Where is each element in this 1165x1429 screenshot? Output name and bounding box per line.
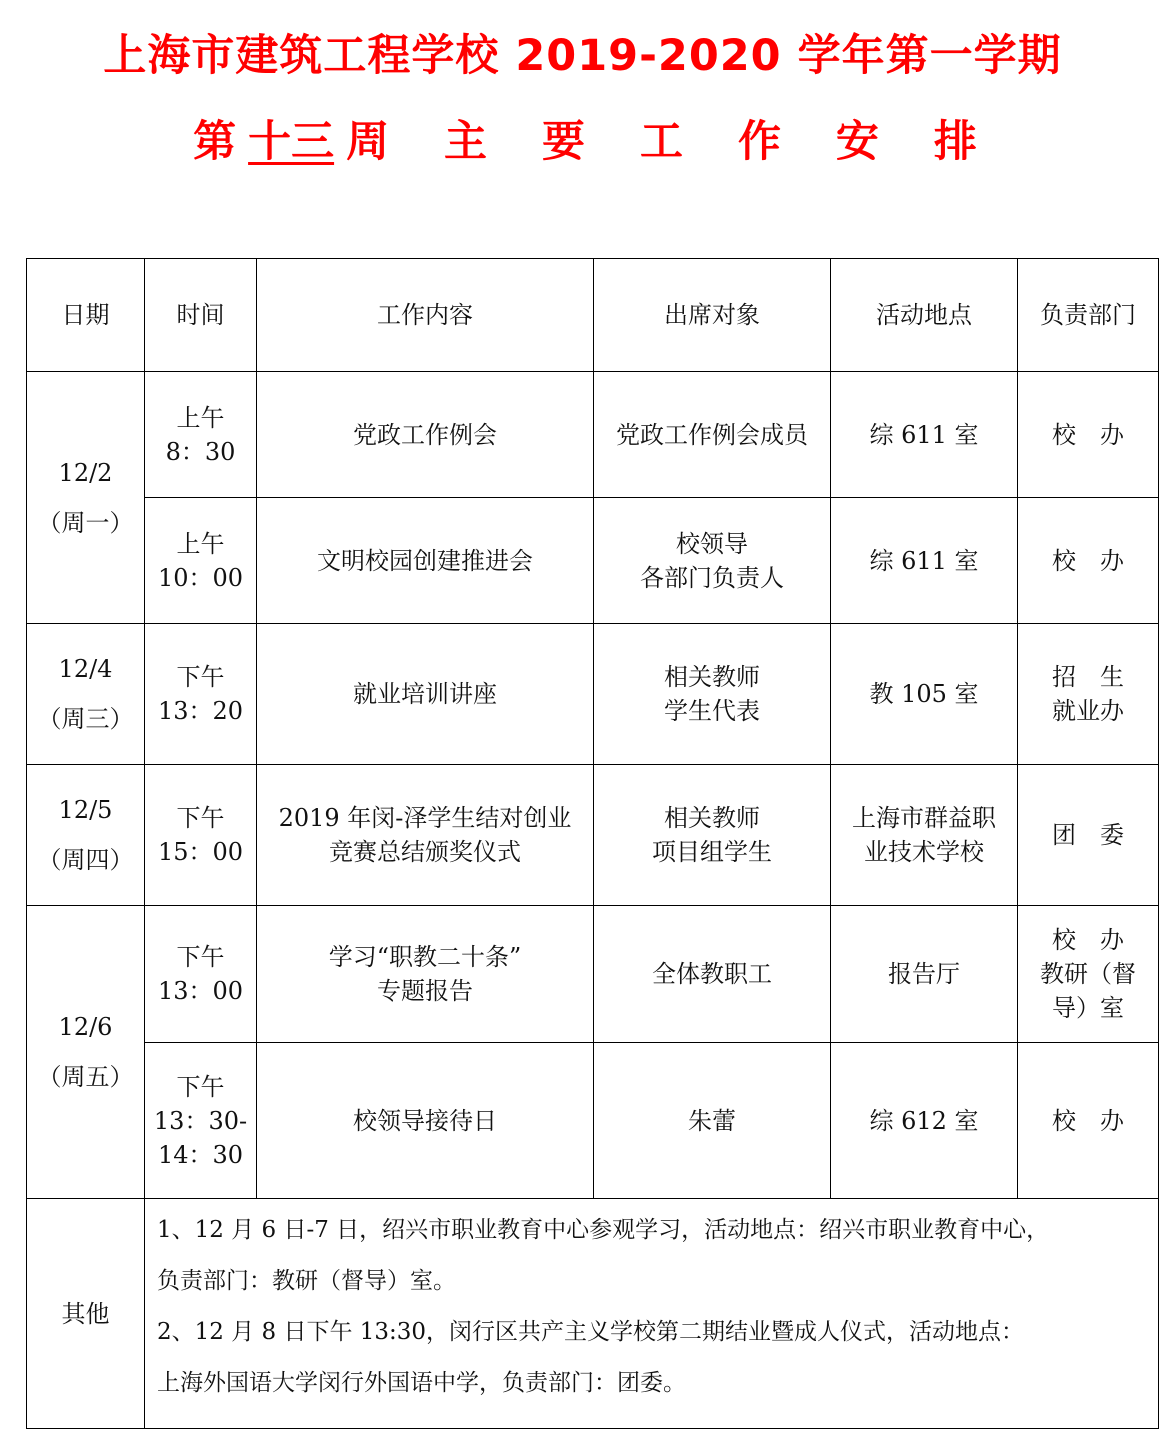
attendees-cell	[594, 624, 831, 765]
date-cell	[27, 765, 145, 906]
attendees-cell	[594, 906, 831, 1043]
time-text: 13：00	[157, 977, 244, 1005]
attendees-cell	[594, 1043, 831, 1199]
weekday-text: （周一）	[37, 508, 134, 537]
time-text: 上午	[176, 403, 225, 432]
other-label: 其他	[27, 1199, 145, 1429]
time-text: 15：00	[157, 838, 244, 866]
time-text: 下午	[176, 804, 225, 832]
time-cell	[145, 372, 257, 498]
department-text: 校 办	[1052, 926, 1124, 954]
attendees-cell	[594, 765, 831, 906]
subtitle-prefix: 第	[193, 117, 237, 167]
time-text: 下午	[176, 663, 225, 691]
week-number: 十三	[248, 117, 335, 167]
location-cell	[831, 1043, 1018, 1199]
department-text: 导）室	[1052, 994, 1124, 1022]
department-text: 教研（督	[1040, 960, 1136, 988]
other-row	[27, 1199, 1159, 1429]
subtitle-suffix: 周 主 要 工 作 安 排	[346, 117, 997, 167]
department-text: 校 办	[1052, 546, 1124, 575]
attendees-text: 学生代表	[664, 697, 760, 725]
table-header-row	[27, 259, 1159, 372]
department-cell	[1018, 765, 1159, 906]
location-cell	[831, 624, 1018, 765]
header-location: 活动地点	[831, 259, 1018, 372]
header-department: 负责部门	[1018, 259, 1159, 372]
table-row	[27, 765, 1159, 906]
time-text: 上午	[176, 529, 225, 558]
content-text: 竞赛总结颁奖仪式	[329, 838, 521, 866]
weekday-text: （周三）	[37, 705, 134, 733]
time-cell	[145, 624, 257, 765]
other-notes	[145, 1199, 1159, 1429]
content-text: 2019 年闵-泽学生结对创业	[278, 804, 572, 832]
note-line: 1、12 月 6 日-7 日，绍兴市职业教育中心参观学习，活动地点：绍兴市职业教育中心，	[157, 1217, 1050, 1243]
header-date: 日期	[27, 259, 145, 372]
time-cell	[145, 498, 257, 624]
header-content: 工作内容	[257, 259, 594, 372]
department-cell	[1018, 906, 1159, 1043]
time-text: 下午	[176, 1072, 225, 1101]
note-line: 上海外国语大学闵行外国语中学，负责部门：团委。	[157, 1370, 686, 1396]
table-row	[27, 498, 1159, 624]
department-cell	[1018, 498, 1159, 624]
location-text: 综 611 室	[869, 546, 979, 575]
table-row	[27, 624, 1159, 765]
attendees-cell	[594, 498, 831, 624]
content-cell	[257, 906, 594, 1043]
department-cell	[1018, 624, 1159, 765]
attendees-text: 各部门负责人	[640, 563, 784, 592]
department-text: 就业办	[1052, 697, 1124, 725]
location-cell	[831, 372, 1018, 498]
department-text: 团 委	[1052, 821, 1124, 849]
date-cell	[27, 624, 145, 765]
time-text: 8：30	[165, 437, 236, 466]
content-cell	[257, 624, 594, 765]
time-cell	[145, 1043, 257, 1199]
content-text: 文明校园创建推进会	[317, 546, 533, 575]
date-text: 12/4	[58, 655, 113, 683]
department-cell	[1018, 372, 1159, 498]
location-text: 综 612 室	[869, 1106, 979, 1135]
date-text: 12/2	[58, 458, 113, 487]
weekday-text: （周四）	[37, 846, 134, 874]
attendees-cell	[594, 372, 831, 498]
department-text: 校 办	[1052, 420, 1124, 449]
document-subtitle	[0, 108, 1165, 169]
location-cell	[831, 906, 1018, 1043]
date-cell	[27, 372, 145, 624]
table-row	[27, 1043, 1159, 1199]
content-text: 专题报告	[377, 977, 473, 1005]
location-text: 综 611 室	[869, 420, 979, 449]
time-text: 下午	[176, 943, 225, 971]
attendees-text: 全体教职工	[652, 960, 772, 988]
content-cell	[257, 1043, 594, 1199]
content-cell	[257, 372, 594, 498]
attendees-text: 项目组学生	[652, 838, 772, 866]
table-row	[27, 906, 1159, 1043]
weekday-text: （周五）	[37, 1063, 134, 1091]
document-title: 上海市建筑工程学校 2019-2020 学年第一学期	[103, 31, 1062, 81]
note-line: 2、12 月 8 日下午 13:30，闵行区共产主义学校第二期结业暨成人仪式，活动地点：	[157, 1319, 1025, 1345]
time-cell	[145, 765, 257, 906]
department-text: 校 办	[1052, 1106, 1124, 1135]
department-cell	[1018, 1043, 1159, 1199]
content-cell	[257, 765, 594, 906]
content-text: 党政工作例会	[353, 420, 497, 449]
time-text: 14：30	[157, 1140, 244, 1169]
content-text: 就业培训讲座	[353, 680, 497, 708]
location-cell	[831, 765, 1018, 906]
date-text: 12/5	[58, 796, 113, 824]
schedule-table	[26, 258, 1159, 1429]
date-text: 12/6	[58, 1013, 113, 1041]
content-cell	[257, 498, 594, 624]
content-text: 校领导接待日	[353, 1106, 497, 1135]
attendees-text: 相关教师	[664, 663, 760, 691]
table-row	[27, 372, 1159, 498]
location-cell	[831, 498, 1018, 624]
time-text: 13：20	[157, 697, 244, 725]
location-text: 上海市群益职	[852, 804, 996, 832]
header-time: 时间	[145, 259, 257, 372]
attendees-text: 朱蕾	[688, 1106, 736, 1135]
location-text: 教 105 室	[869, 680, 979, 708]
content-text: 学习“职教二十条”	[328, 943, 522, 971]
department-text: 招 生	[1052, 663, 1124, 691]
time-text: 10：00	[157, 563, 244, 592]
attendees-text: 相关教师	[664, 804, 760, 832]
location-text: 报告厅	[888, 960, 960, 988]
attendees-text: 党政工作例会成员	[616, 420, 808, 449]
location-text: 业技术学校	[864, 838, 984, 866]
date-cell	[27, 906, 145, 1199]
note-line: 负责部门：教研（督导）室。	[157, 1268, 456, 1294]
header-attendees: 出席对象	[594, 259, 831, 372]
attendees-text: 校领导	[676, 529, 748, 558]
time-text: 13：30-	[153, 1106, 248, 1135]
time-cell	[145, 906, 257, 1043]
